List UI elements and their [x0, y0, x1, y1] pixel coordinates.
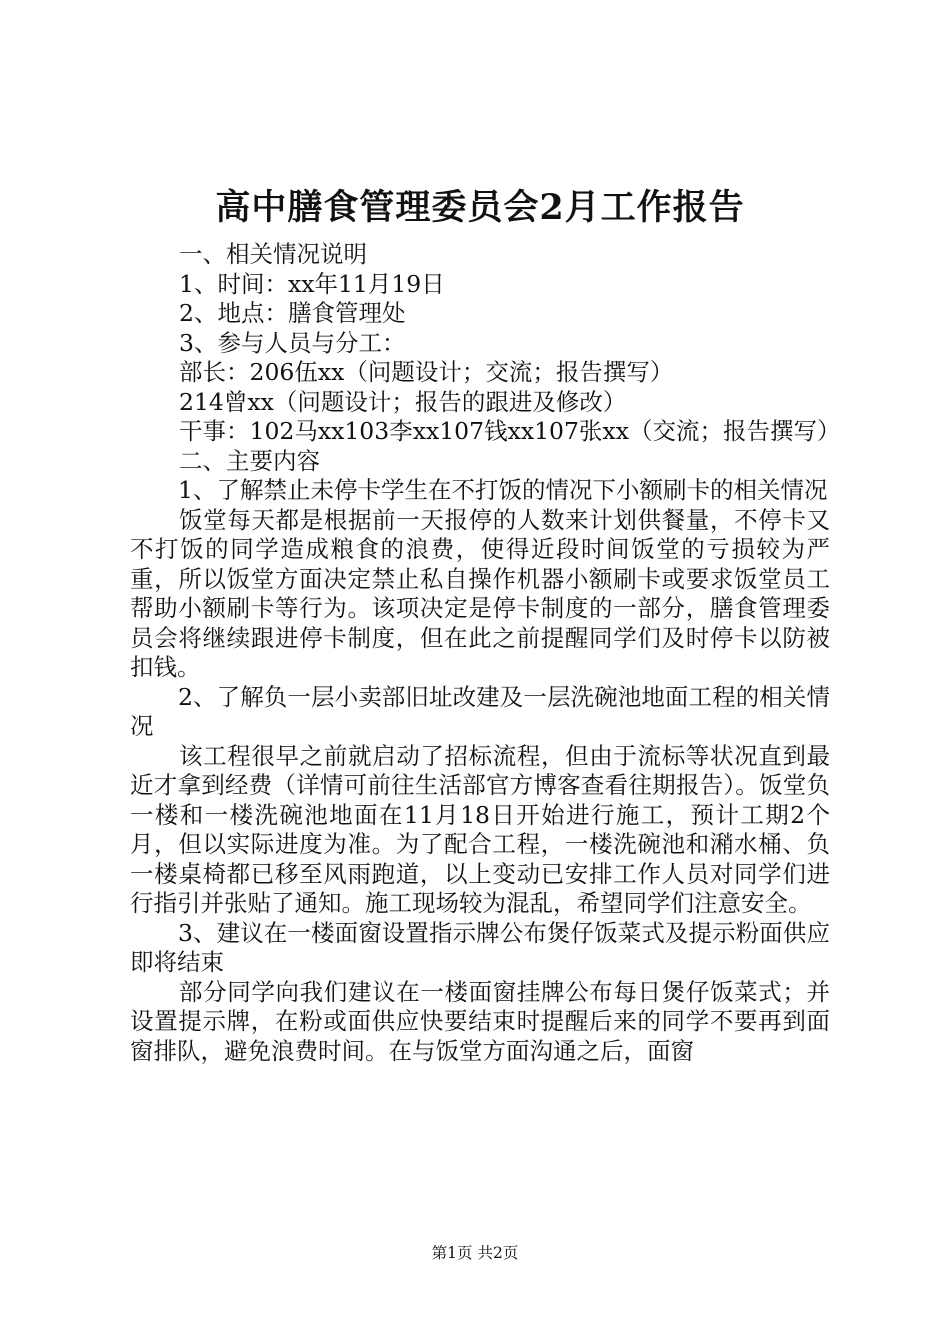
topic2-heading: 2、了解负一层小卖部旧址改建及一层洗碗池地面工程的相关情况	[130, 682, 830, 740]
minister2-line: 214曾xx（问题设计；报告的跟进及修改）	[179, 387, 627, 416]
item-place: 2、地点：膳食管理处	[179, 299, 406, 327]
document-body	[130, 240, 841, 1066]
officers-line: 干事：102马xx103李xx107钱xx107张xx（交流；报告撰写）	[179, 417, 841, 445]
item-people: 3、参与人员与分工：	[179, 328, 406, 357]
section1-heading: 一、相关情况说明	[179, 240, 367, 268]
topic2-body: 该工程很早之前就启动了招标流程，但由于流标等状况直到最近才拿到经费（详情可前往生活部官方博客查看往期报告）。饭堂负一楼和一楼洗碗池地面在11月18日开始进行施工，预计工期2个月，但以实际进度为准。为了配合工程，一楼洗碗池和潲水桶、负一楼桌椅都已移至风雨跑道，以上变动已安排工作人员对同学们进行指引并张贴了通知。施工现场较为混乱，希望同学们注意安全。	[130, 741, 830, 917]
document-title: 高中膳食管理委员会2月工作报告	[215, 187, 745, 228]
topic3-heading: 3、建议在一楼面窗设置指示牌公布煲仔饭菜式及提示粉面供应即将结束	[130, 918, 830, 976]
topic1-heading: 1、了解禁止未停卡学生在不打饭的情况下小额刷卡的相关情况	[178, 476, 828, 504]
page-footer: 第1页 共2页	[431, 1244, 519, 1262]
minister-line: 部长：206伍xx（问题设计；交流；报告撰写）	[179, 358, 674, 386]
section2-heading: 二、主要内容	[179, 446, 320, 475]
topic3-body: 部分同学向我们建议在一楼面窗挂牌公布每日煲仔饭菜式；并设置提示牌，在粉或面供应快要结束时提醒后来的同学不要再到面窗排队，避免浪费时间。在与饭堂方面沟通之后，面窗	[130, 977, 830, 1065]
item-time: 1、时间：xx年11月19日	[179, 269, 445, 298]
topic1-body: 饭堂每天都是根据前一天报停的人数来计划供餐量，不停卡又不打饭的同学造成粮食的浪费，使得近段时间饭堂的亏损较为严重，所以饭堂方面决定禁止私自操作机器小额刷卡或要求饭堂员工帮助小额刷卡等行为。该项决定是停卡制度的一部分，膳食管理委员会将继续跟进停卡制度，但在此之前提醒同学们及时停卡以防被扣钱。	[130, 505, 830, 681]
